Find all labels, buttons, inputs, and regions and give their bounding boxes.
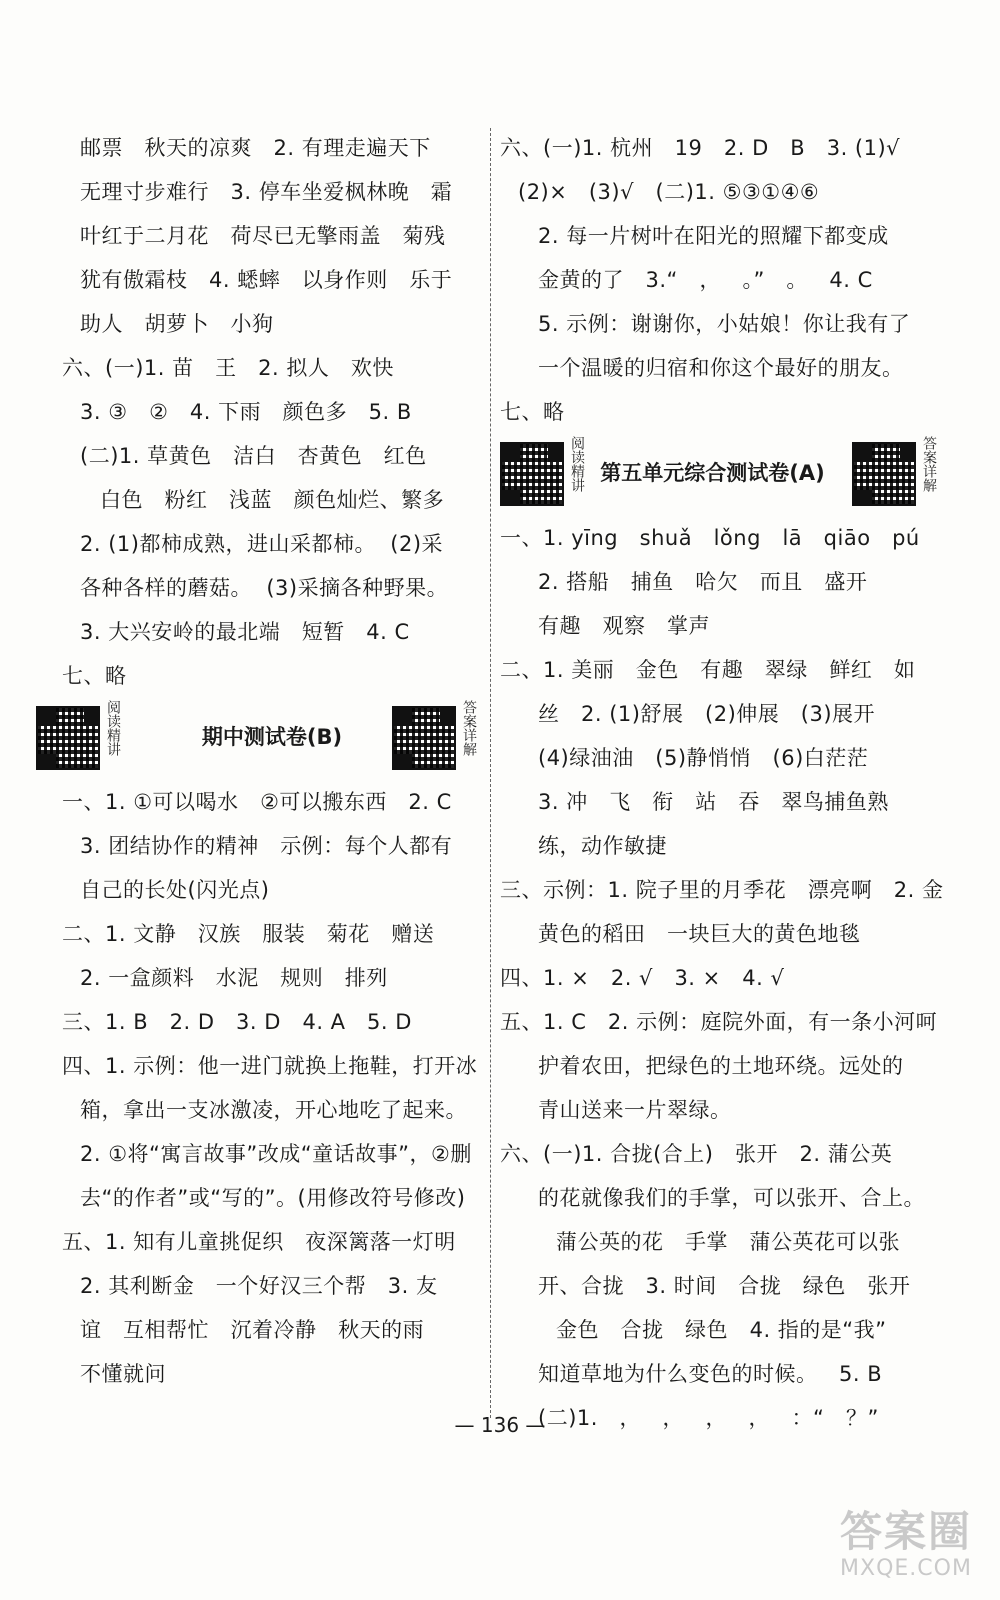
answer-line: 金黄的了 3.“ ， 。” 。 4. C [538, 268, 873, 292]
section-title: 第五单元综合测试卷(A) [600, 461, 825, 485]
column-divider [490, 128, 491, 1418]
answer-line: 5. 示例：谢谢你，小姑娘！你让我有了 [538, 312, 911, 336]
left-column [62, 126, 482, 1396]
qr-label-read: 阅读精讲 [569, 436, 585, 492]
answer-line: 3. 冲 飞 衔 站 吞 翠鸟捕鱼熟 [538, 790, 889, 814]
answer-line: 2. 每一片树叶在阳光的照耀下都变成 [538, 224, 889, 248]
left-block-a [62, 126, 482, 346]
answer-line: 五、1. 知有儿童挑促织 夜深篱落一灯明 [62, 1230, 456, 1254]
answer-line: 四、1. × 2. √ 3. × 4. √ [500, 966, 785, 990]
answer-line: 无理寸步难行 3. 停车坐爱枫林晚 霜 [80, 180, 453, 204]
answer-line: 三、示例：1. 院子里的月季花 漂亮啊 2. 金 [500, 878, 944, 902]
answer-line: 2. 搭船 捕鱼 哈欠 而且 盛开 [538, 570, 868, 594]
answer-line: 蒲公英的花 手掌 蒲公英花可以张 [556, 1230, 901, 1254]
answer-line: 青山送来一片翠绿。 [538, 1098, 732, 1122]
left-block-c [62, 780, 482, 1396]
answer-line: 七、略 [500, 400, 565, 424]
answer-line: 不懂就问 [80, 1362, 166, 1386]
answer-line: 3. 大兴安岭的最北端 短暂 4. C [80, 620, 410, 644]
answer-line: 三、1. B 2. D 3. D 4. A 5. D [62, 1010, 412, 1034]
watermark-top: 答案圈 [839, 1507, 972, 1556]
answer-line: 知道草地为什么变色的时候。 5. B [538, 1362, 883, 1386]
answer-line: (4)绿油油 (5)静悄悄 (6)白茫茫 [538, 746, 869, 770]
answer-line: 金色 合拢 绿色 4. 指的是“我” [556, 1318, 887, 1342]
answer-line: 二、1. 美丽 金色 有趣 翠绿 鲜红 如 [500, 658, 916, 682]
answer-line: 丝 2. (1)舒展 (2)伸展 (3)展开 [538, 702, 876, 726]
answer-line: 箱，拿出一支冰激凌，开心地吃了起来。 [80, 1098, 467, 1122]
answer-line: 五、1. C 2. 示例：庭院外面，有一条小河呵 [500, 1010, 938, 1034]
answer-line: 各种各样的蘑菇。 (3)采摘各种野果。 [80, 576, 449, 600]
answer-line: 叶红于二月花 荷尽已无擎雨盖 菊残 [80, 224, 446, 248]
left-block-b [62, 346, 482, 698]
answer-line: 犹有傲霜枝 4. 蟋蟀 以身作则 乐于 [80, 268, 453, 292]
qr-label-answer: 答案详解 [921, 436, 937, 492]
answer-line: 护着农田，把绿色的土地环绕。远处的 [538, 1054, 904, 1078]
qr-code-icon[interactable] [392, 706, 456, 770]
watermark-bottom: MXQE.COM [840, 1556, 972, 1581]
answer-line: 去“的作者”或“写的”。(用修改符号修改) [80, 1186, 466, 1210]
answer-line: 的花就像我们的手掌，可以张开、合上。 [538, 1186, 925, 1210]
answer-line: 3. ③ ② 4. 下雨 颜色多 5. B [80, 400, 412, 424]
answer-line: 七、略 [62, 664, 127, 688]
answer-line: 谊 互相帮忙 沉着冷静 秋天的雨 [80, 1318, 425, 1342]
answer-line: 练，动作敏捷 [538, 834, 667, 858]
answer-line: 一、1. ①可以喝水 ②可以搬东西 2. C [62, 790, 452, 814]
answer-line: (二)1. 草黄色 洁白 杏黄色 红色 [80, 444, 427, 468]
answer-line: 开、合拢 3. 时间 合拢 绿色 张开 [538, 1274, 911, 1298]
answer-line: 一个温暖的归宿和你这个最好的朋友。 [538, 356, 904, 380]
qr-code-icon[interactable] [852, 442, 916, 506]
answer-line: 六、(一)1. 合拢(合上) 张开 2. 蒲公英 [500, 1142, 893, 1166]
answer-line: (2)× (3)√ (二)1. ⑤③①④⑥ [518, 180, 820, 204]
page-number: — 136 — [454, 1413, 546, 1437]
answer-line: 六、(一)1. 杭州 19 2. D B 3. (1)√ [500, 136, 901, 160]
answer-line: 四、1. 示例：他一进门就换上拖鞋，打开冰 [62, 1054, 478, 1078]
section-header-unit5 [500, 436, 955, 512]
answer-line: 黄色的稻田 一块巨大的黄色地毯 [538, 922, 861, 946]
answer-line: 2. (1)都柿成熟，进山采都柿。 (2)采 [80, 532, 444, 556]
answer-line: 六、(一)1. 苗 王 2. 拟人 欢快 [62, 356, 394, 380]
right-column [500, 126, 955, 1440]
section-title: 期中测试卷(B) [201, 725, 343, 749]
answer-line: 2. 一盒颜料 水泥 规则 排列 [80, 966, 388, 990]
answer-line: 3. 团结协作的精神 示例：每个人都有 [80, 834, 453, 858]
answer-line: 邮票 秋天的凉爽 2. 有理走遍天下 [80, 136, 431, 160]
answer-line: 助人 胡萝卜 小狗 [80, 312, 274, 336]
answer-line: 二、1. 文静 汉族 服装 菊花 赠送 [62, 922, 435, 946]
qr-label-read: 阅读精讲 [105, 700, 121, 756]
section-header-midterm [62, 700, 482, 776]
answer-line: (二)1. ， ， ， ， ：“ ？” [538, 1406, 879, 1430]
right-block-a [500, 126, 955, 434]
answer-line: 自己的长处(闪光点) [80, 878, 270, 902]
qr-label-answer: 答案详解 [461, 700, 477, 756]
right-block-b [500, 516, 955, 1440]
answer-line: 白色 粉红 浅蓝 颜色灿烂、繁多 [100, 488, 445, 512]
answer-line: 有趣 观察 掌声 [538, 614, 711, 638]
answer-line: 一、1. yīng shuǎ lǒng lā qiāo pú [500, 526, 920, 550]
answer-line: 2. 其利断金 一个好汉三个帮 3. 友 [80, 1274, 438, 1298]
answer-line: 2. ①将“寓言故事”改成“童话故事”，②删 [80, 1142, 472, 1166]
watermark-logo [826, 1508, 986, 1582]
